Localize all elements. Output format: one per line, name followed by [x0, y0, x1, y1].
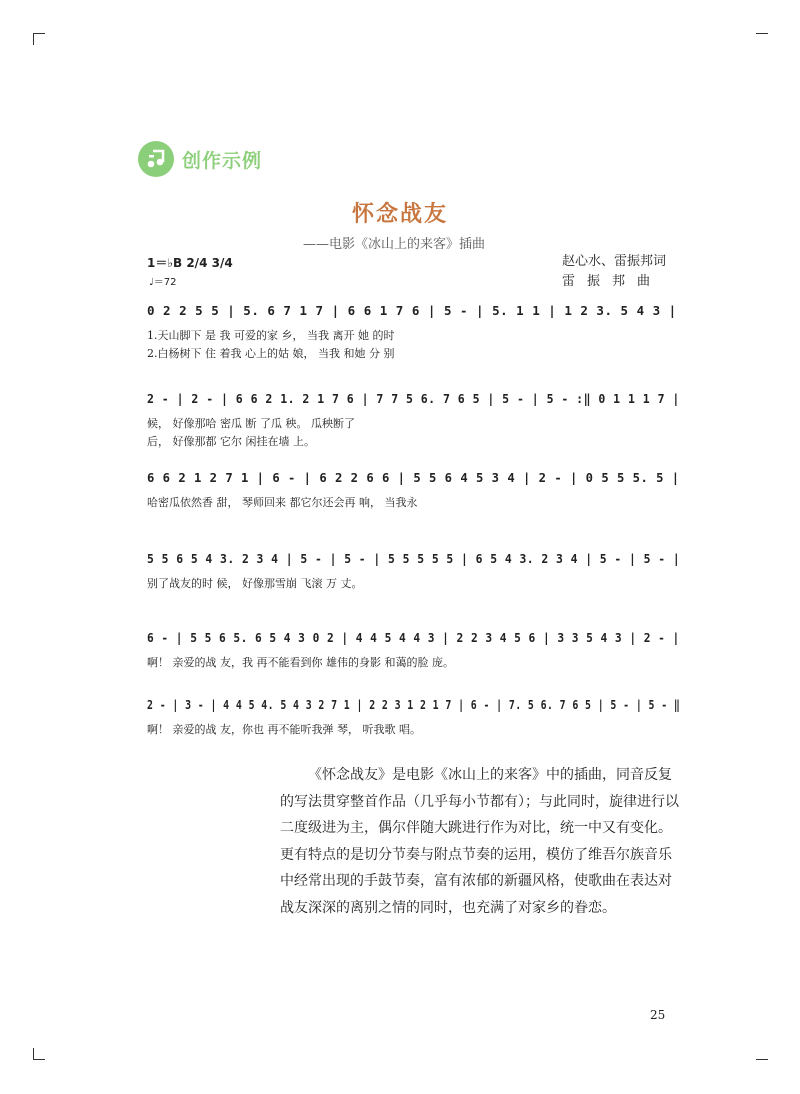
notation-notes: 2 - | 2 - | 6 6 2 1. 2 1 7 6 | 7 7 5 6. 7 6 5 | 5 - | 5 - :‖ 0 1 1 1 7 | — [147, 391, 680, 406]
notation-notes: 5 5 6 5 4 3. 2 3 4 | 5 - | 5 - | 5 5 5 5 5 | 6 5 4 3. 2 3 4 | 5 - | 5 - | — [147, 551, 681, 566]
crop-mark-top-left — [33, 33, 34, 45]
notation-line — [147, 391, 680, 447]
section-label: 创作示例 — [182, 149, 263, 172]
key-signature: 1＝♭B 2/4 3/4 — [147, 256, 233, 270]
lyric-line: 啊！ 亲爱的战 友，你也 再不能听我弹 琴， 听我歌 唱。 — [147, 723, 421, 736]
lyric-verse-2: 2.白杨树下 住 着我 心上的姑 娘， 当我 和她 分 别 — [147, 347, 395, 360]
page-number: 25 — [650, 1008, 666, 1022]
lyric-verse-1: 候， 好像那哈 密瓜 断 了瓜 秧。 瓜秧断了 — [147, 417, 355, 430]
notation-line — [147, 470, 680, 526]
lyric-line: 啊！ 亲爱的战 友，我 再不能看到你 雄伟的身影 和蔼的脸 庞。 — [147, 656, 454, 669]
notation-line — [147, 630, 680, 686]
composer-credit: 雷振邦曲 — [562, 274, 663, 289]
song-subtitle: ——电影《冰山上的来客》插曲 — [303, 237, 486, 252]
commentary-paragraph: 《怀念战友》是电影《冰山上的来客》中的插曲，同音反复的写法贯穿整首作品（几乎每小节都有）；与此同时，旋律进行以二度级进为主，偶尔伴随大跳进行作为对比，统一中又有变化。更有特点的是切分节奏与附点节奏的运用，模仿了维吾尔族音乐中经常出现的手鼓节奏，富有浓郁的新疆风格，使歌曲在表达对战友深深的离别之情的同时，也充满了对家乡的眷恋。 — [280, 767, 679, 916]
notation-notes: 6 - | 5 5 6 5. 6 5 4 3 0 2 | 4 4 5 4 4 3 | 2 2 3 4 5 6 | 3 3 5 4 3 | 2 - | — [147, 630, 680, 645]
crop-mark-top-left — [33, 33, 45, 34]
lyricist-credit: 赵心水、雷振邦词 — [562, 254, 667, 269]
notation-line — [147, 551, 680, 607]
song-title: 怀念战友 — [351, 201, 448, 227]
crop-mark-bottom-left — [33, 1059, 45, 1060]
lyric-verse-2: 后， 好像那都 它尔 闲挂在墙 上。 — [147, 435, 315, 448]
tempo-marking: ♩＝72 — [149, 277, 177, 288]
crop-mark-bottom-right — [756, 1059, 768, 1060]
notation-notes: 6 6 2 1 2 7 1 | 6 - | 6 2 2 6 6 | 5 5 6 4 5 3 4 | 2 - | 0 5 5 5. 5 | — [147, 470, 680, 485]
notation-notes: 2 - | 3 - | 4 4 5 4. 5 4 3 2 7 1 | 2 2 3 1 2 1 7 | 6 - | 7. 5 6. 7 6 5 | 5 - | 5 - ‖ — [147, 697, 681, 712]
section-heading — [138, 141, 262, 177]
lyric-line: 别了战友的时 候， 好像那雪崩 飞滚 万 丈。 — [147, 577, 363, 590]
notation-line — [147, 697, 680, 753]
lyric-line: 哈密瓜依然香 甜， 琴师回来 都它尔还会再 响， 当我永 — [147, 496, 418, 509]
notation-notes: 0 2 2 5 5 | 5. 6 7 1 7 | 6 6 1 7 6 | 5 - | 5. 1 1 | 1 2 3. 5 4 3 | — [147, 303, 677, 318]
lyric-verse-1: 1.天山脚下 是 我 可爱的家 乡， 当我 离开 她 的时 — [147, 329, 395, 342]
notation-line — [147, 303, 680, 359]
crop-mark-top-right — [756, 33, 768, 34]
music-note-icon — [138, 141, 174, 177]
